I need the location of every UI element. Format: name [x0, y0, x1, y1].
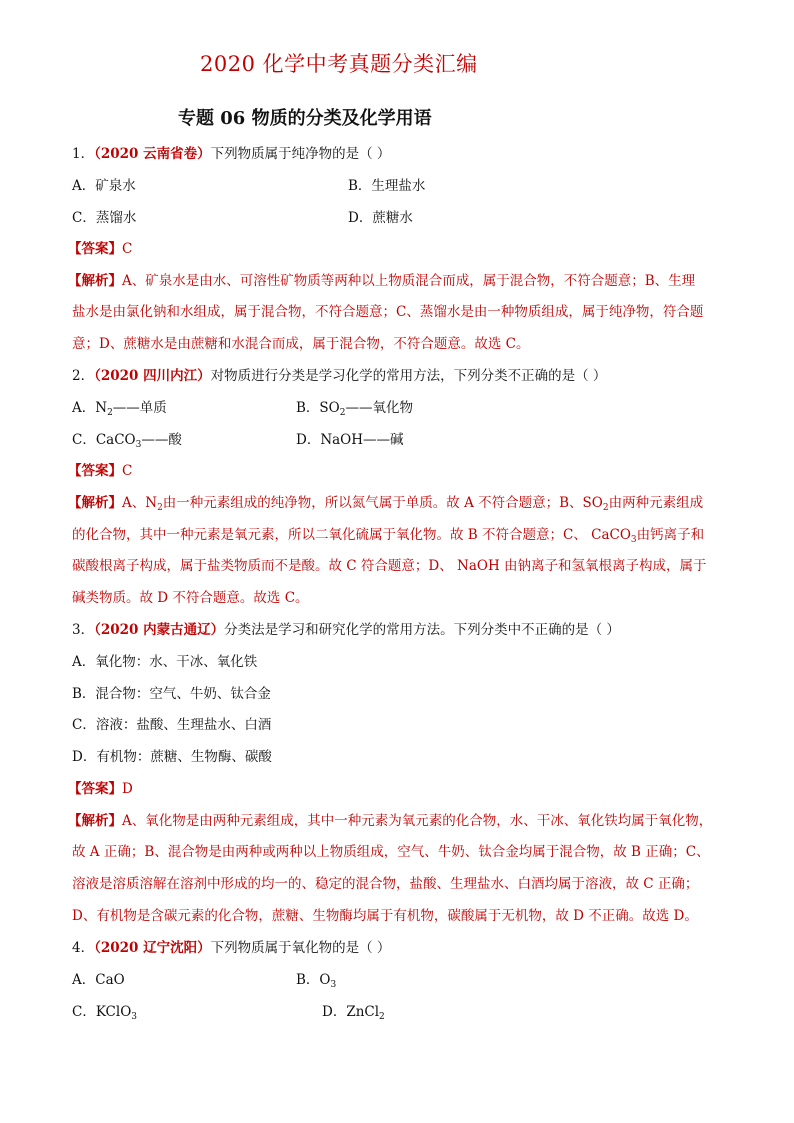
analysis-text: 由一种元素组成的纯净物，所以氮气属于单质。故 A 不符合题意；B、SO	[162, 495, 603, 511]
analysis-text: A、N	[122, 495, 158, 511]
option-c: C．蒸馏水	[72, 210, 137, 226]
option-b	[296, 970, 336, 995]
option-d: D．蔗糖水	[348, 210, 413, 226]
option-b-class: ——氧化物	[345, 400, 413, 416]
question-1-stem	[72, 144, 390, 164]
option-a: A．CaO	[72, 972, 125, 988]
question-4-options-row-1	[72, 970, 337, 990]
question-2-analysis-line-3: 碳酸根离子构成，属于盐类物质而不是酸。故 C 符合题意；D、 NaOH 由钠离子和氢氧根离子构成，属于	[72, 558, 707, 574]
analysis-text: 由两种元素组成	[608, 495, 704, 511]
analysis-text: A、氧化物是由两种元素组成，其中一种元素为氧元素的化合物，水、干冰、氧化铁均属于氧化物，	[122, 813, 713, 829]
question-text: 分类法是学习和研究化学的常用方法。下列分类中不正确的是（ ）	[224, 622, 620, 638]
option-c-text: C．CaCO	[72, 432, 136, 448]
option-d	[322, 1002, 385, 1027]
question-number: 4．	[72, 940, 95, 956]
option-b-text: B．SO	[296, 400, 340, 416]
answer-value: C	[122, 241, 133, 257]
analysis-text: 由钙离子和	[636, 527, 705, 543]
option-b	[296, 398, 413, 423]
analysis-tag: 【解析】	[68, 495, 122, 511]
option-d: D．NaOH——碱	[296, 432, 404, 448]
question-3-option-d: D．有机物：蔗糖、生物酶、碳酸	[72, 749, 272, 765]
question-2-options-row-2	[72, 430, 404, 455]
analysis-text: 的化合物，其中一种元素是氧元素，所以二氧化硫属于氧化物。故 B 不符合题意；C、 CaCO	[72, 527, 631, 543]
question-2-answer	[68, 461, 132, 481]
question-3-analysis-line-1	[68, 811, 712, 831]
question-number: 2．	[72, 368, 95, 384]
question-3-analysis-line-2: 故 A 正确；B、混合物是由两种或两种以上物质组成，空气、牛奶、钛合金均属于混合物，故 B 正确；C、	[72, 844, 710, 860]
question-1-analysis-line-2: 盐水是由氯化钠和水组成，属于混合物，不符合题意；C、蒸馏水是由一种物质组成，属于纯净物，符合题	[72, 304, 704, 320]
question-4-options-row-2	[72, 1002, 385, 1027]
option-a	[72, 400, 167, 416]
subscript: 3	[330, 980, 337, 990]
option-c-class: ——酸	[141, 432, 182, 448]
option-c	[72, 432, 182, 448]
question-3-analysis-line-3: 溶液是溶质溶解在溶剂中形成的均一的、稳定的混合物，盐酸、生理盐水、白酒均属于溶液，故 C 正确；	[72, 876, 699, 892]
question-3-option-a: A．氧化物：水、干冰、氧化铁	[72, 654, 258, 670]
analysis-text: A、矿泉水是由水、可溶性矿物质等两种以上物质混合而成，属于混合物，不符合题意；B、生理	[122, 273, 696, 289]
option-b: B．生理盐水	[348, 178, 426, 194]
answer-value: D	[122, 781, 133, 797]
answer-tag: 【答案】	[68, 463, 122, 479]
question-text: 对物质进行分类是学习化学的常用方法，下列分类不正确的是（ ）	[210, 368, 607, 384]
subscript: 3	[135, 440, 142, 450]
document-title: 2020 化学中考真题分类汇编	[200, 52, 478, 76]
option-c	[72, 1004, 137, 1020]
answer-value: C	[122, 463, 133, 479]
question-1-answer	[68, 239, 132, 259]
topic-subtitle: 专题 06 物质的分类及化学用语	[178, 108, 432, 129]
question-1-analysis-line-1	[68, 271, 695, 291]
question-3-answer	[68, 779, 133, 799]
analysis-tag: 【解析】	[68, 813, 122, 829]
question-1-options-row-2	[72, 208, 413, 228]
subscript: 2	[339, 408, 346, 418]
answer-tag: 【答案】	[68, 781, 122, 797]
subscript: 2	[157, 503, 163, 513]
question-source: （2020 四川内江）	[94, 368, 211, 384]
subscript: 3	[131, 1012, 138, 1022]
question-3-option-b: B．混合物：空气、牛奶、钛合金	[72, 686, 271, 702]
question-text: 下列物质属于氧化物的是（ ）	[210, 940, 391, 956]
option-c-text: C．KClO	[72, 1004, 132, 1020]
question-2-analysis-line-2	[72, 525, 704, 550]
question-text: 下列物质属于纯净物的是（ ）	[210, 146, 391, 162]
subscript: 2	[107, 408, 113, 418]
option-a: A．矿泉水	[72, 178, 136, 194]
question-2-stem	[72, 366, 606, 386]
option-a-class: ——单质	[112, 400, 167, 416]
question-source: （2020 辽宁沈阳）	[94, 940, 211, 956]
option-b-text: B．O	[296, 972, 331, 988]
question-number: 3．	[72, 622, 95, 638]
question-1-analysis-line-3: 意；D、蔗糖水是由蔗糖和水混合而成，属于混合物，不符合题意。故选 C。	[72, 336, 530, 352]
analysis-tag: 【解析】	[68, 273, 122, 289]
question-3-option-c: C．溶液：盐酸、生理盐水、白酒	[72, 717, 272, 733]
question-2-analysis-line-1	[68, 493, 703, 518]
option-d-text: D．ZnCl	[322, 1004, 380, 1020]
question-source: （2020 内蒙古通辽）	[94, 622, 225, 638]
question-4-stem	[72, 938, 390, 958]
question-number: 1．	[72, 146, 95, 162]
subscript: 2	[602, 503, 609, 513]
subscript: 2	[379, 1012, 385, 1022]
question-2-analysis-line-4: 碱类物质。故 D 不符合题意。故选 C。	[72, 590, 309, 606]
question-2-options-row-1	[72, 398, 413, 423]
subscript: 3	[630, 535, 637, 545]
question-source: （2020 云南省卷）	[94, 146, 211, 162]
question-3-analysis-line-4: D、有机物是含碳元素的化合物，蔗糖、生物酶均属于有机物，碳酸属于无机物，故 D 不正确。故选 D。	[72, 908, 698, 924]
question-3-stem	[72, 620, 620, 640]
question-1-options-row-1	[72, 176, 426, 196]
answer-tag: 【答案】	[68, 241, 122, 257]
option-a-text: A．N	[72, 400, 108, 416]
